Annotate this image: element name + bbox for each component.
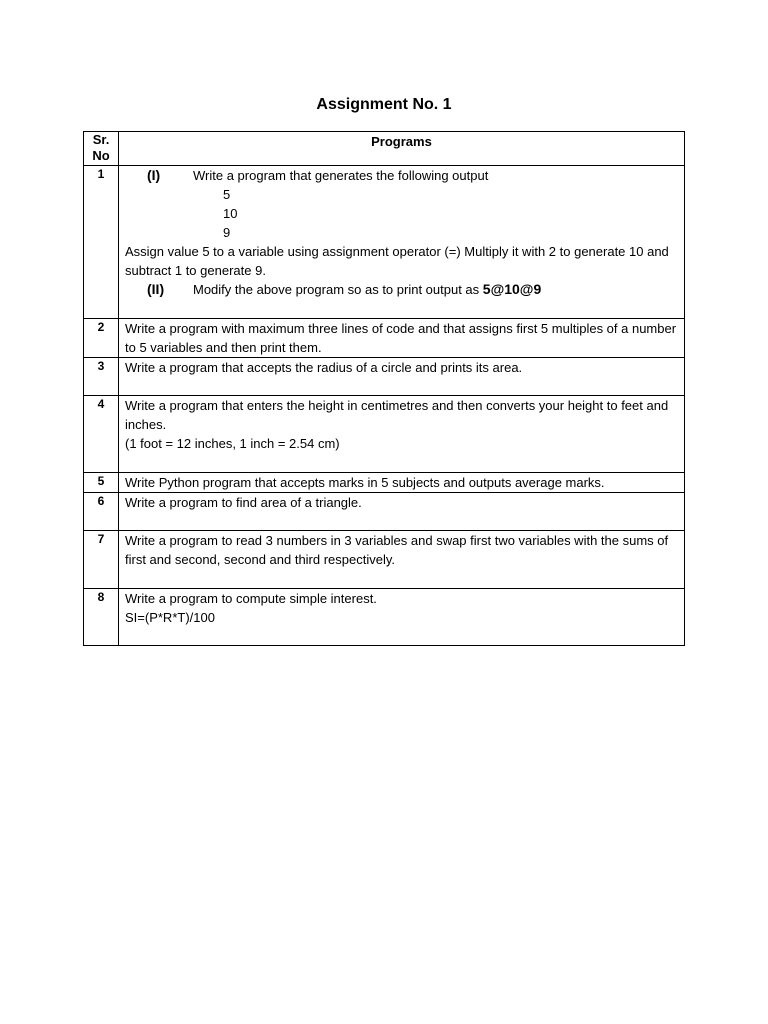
row-description: Assign value 5 to a variable using assignment operator (=) Multiply it with 2 to generate 10 and subtract 1 to generate 9. — [125, 244, 669, 278]
subpart-1-label: (I) — [147, 167, 161, 183]
row-program-text: Write a program that accepts the radius of a circle and prints its area. — [125, 360, 523, 375]
row-program-cell — [119, 358, 685, 396]
header-programs: Programs — [119, 132, 685, 166]
row-program-note: (1 foot = 12 inches, 1 inch = 2.54 cm) — [125, 436, 340, 451]
row-program-text: Write Python program that accepts marks in 5 subjects and outputs average marks. — [125, 475, 605, 490]
row-program-cell — [119, 473, 685, 493]
table-row — [84, 493, 685, 531]
subpart-1 — [125, 166, 678, 185]
subpart-2 — [125, 280, 678, 299]
subpart-2-text — [193, 280, 541, 299]
output-line: 9 — [223, 225, 231, 240]
output-line: 10 — [223, 206, 238, 221]
row-program-text: Write a program with maximum three lines of code and that assigns first 5 multiples of a number to 5 variables and then print them. — [125, 321, 677, 355]
header-sr-no — [84, 132, 119, 166]
row-program-cell — [119, 319, 685, 358]
row-sr-number: 4 — [84, 396, 119, 473]
row-sr-number: 8 — [84, 589, 119, 646]
row-program-text: Write a program to read 3 numbers in 3 variables and swap first two variables with the sums of first and second, second and third respectively. — [125, 533, 669, 567]
row-program-cell — [119, 166, 685, 319]
row-sr-number: 3 — [84, 358, 119, 396]
subpart-1-text: Write a program that generates the following output — [193, 168, 489, 183]
row-program-text: Write a program to find area of a triangle. — [125, 495, 362, 510]
table-row — [84, 531, 685, 589]
row-program-cell — [119, 396, 685, 473]
subpart-2-output: 5@10@9 — [482, 281, 542, 297]
row-sr-number: 7 — [84, 531, 119, 589]
row-program-formula: SI=(P*R*T)/100 — [125, 610, 215, 625]
page-title: Assignment No. 1 — [316, 96, 452, 113]
table-header-row — [84, 132, 685, 166]
table-row — [84, 319, 685, 358]
output-line: 5 — [223, 187, 231, 202]
row-sr-number: 2 — [84, 319, 119, 358]
row-sr-number: 5 — [84, 473, 119, 493]
row-program-text: Write a program to compute simple interest. — [125, 591, 377, 606]
row-sr-number: 1 — [84, 166, 119, 319]
table-row — [84, 166, 685, 319]
subpart-2-label: (II) — [147, 281, 165, 297]
row-program-text: Write a program that enters the height in centimetres and then converts your height to feet and inches. — [125, 398, 669, 432]
assignment-table — [83, 131, 685, 646]
subpart-2-instruction: Modify the above program so as to print output as — [193, 282, 483, 297]
row-program-cell — [119, 493, 685, 531]
table-row — [84, 589, 685, 646]
table-row — [84, 358, 685, 396]
table-row — [84, 396, 685, 473]
table-row — [84, 473, 685, 493]
row-sr-number: 6 — [84, 493, 119, 531]
row-program-cell — [119, 531, 685, 589]
header-sr-no-label: Sr. No — [92, 132, 110, 163]
row-program-cell — [119, 589, 685, 646]
